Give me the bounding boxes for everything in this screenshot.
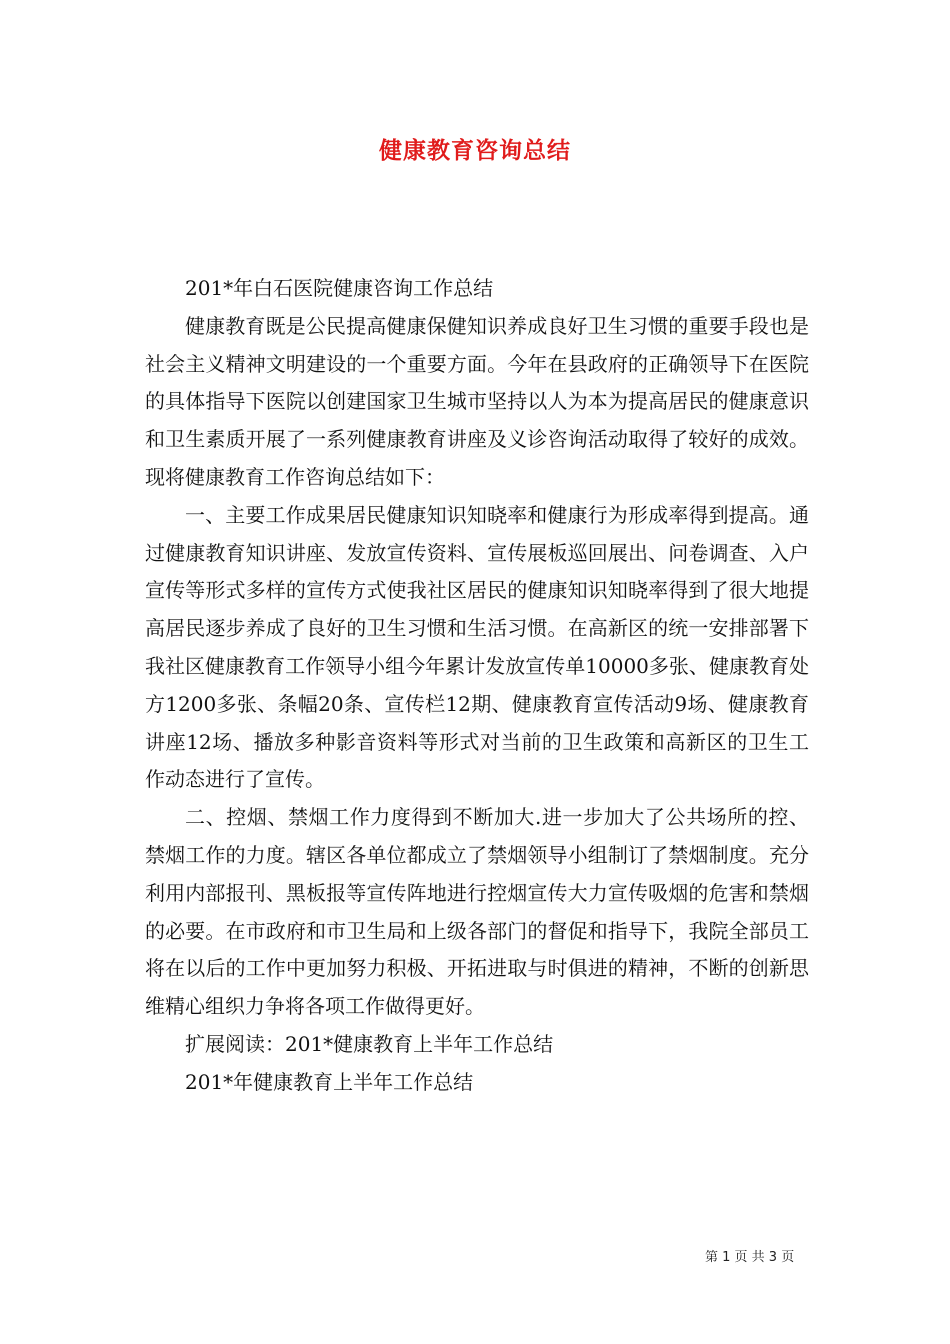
paragraph-intro: 健康教育既是公民提高健康保健知识养成良好卫生习惯的重要手段也是社会主义精神文明建设的一个重要方面。今年在县政府的正确领导下在医院的具体指导下医院以创建国家卫生城市坚持以人为本为提高居民的健康意识和卫生素质开展了一系列健康教育讲座及义诊咨询活动取得了较好的成效。现将健康教育工作咨询总结如下： [145, 313, 809, 489]
paragraph-next-title: 201*年健康教育上半年工作总结 [185, 1069, 474, 1094]
document-title: 健康教育咨询总结 [379, 138, 571, 164]
paragraph-section-one: 一、主要工作成果居民健康知识知晓率和健康行为形成率得到提高。通过健康教育知识讲座、发放宣传资料、宣传展板巡回展出、问卷调查、入户宣传等形式多样的宣传方式使我社区居民的健康知识知晓率得到了很大地提高居民逐步养成了良好的卫生习惯和生活习惯。在高新区的统一安排部署下我社区健康教育工作领导小组今年累计发放宣传单10000多张、健康教育处方1200多张、条幅20条、宣传栏12期、健康教育宣传活动9场、健康教育讲座12场、播放多种影音资料等形式对当前的卫生政策和高新区的卫生工作动态进行了宣传。 [145, 502, 809, 792]
document-body [145, 270, 809, 1102]
paragraph-extended-reading: 扩展阅读：201*健康教育上半年工作总结 [185, 1031, 554, 1056]
paragraph-subtitle: 201*年白石医院健康咨询工作总结 [185, 276, 494, 300]
paragraph-section-two: 二、控烟、禁烟工作力度得到不断加大.进一步加大了公共场所的控、禁烟工作的力度。辖区各单位都成立了禁烟领导小组制订了禁烟制度。充分利用内部报刊、黑板报等宣传阵地进行控烟宣传大力宣传吸烟的危害和禁烟的必要。在市政府和市卫生局和上级各部门的督促和指导下，我院全部员工将在以后的工作中更加努力积极、开拓进取与时俱进的精神，不断的创新思维精心组织力争将各项工作做得更好。 [145, 805, 809, 1019]
page-number: 第 1 页 共 3 页 [705, 1250, 795, 1265]
